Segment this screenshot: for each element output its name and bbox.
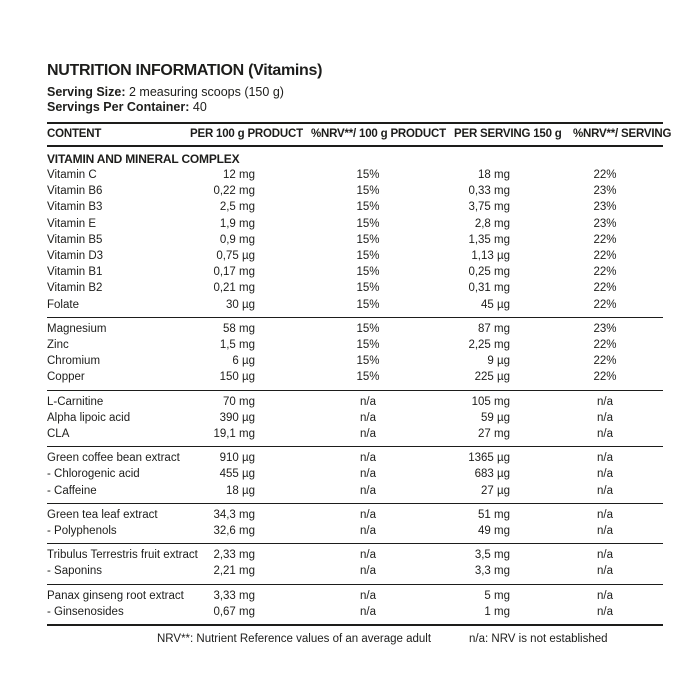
per-serving-cell: 49 mg (478, 525, 510, 538)
nrv-serving-cell: 22% (593, 339, 617, 352)
per-100g-cell: 0,17 mg (213, 266, 255, 279)
per-100g-cell: 910 µg (219, 452, 255, 465)
nrv-100g-cell: 15% (356, 339, 380, 352)
nrv-serving-cell: n/a (597, 549, 613, 562)
table-row (47, 167, 663, 183)
table-group (47, 317, 663, 390)
nrv-100g-cell: n/a (360, 411, 376, 424)
nrv-100g-cell: n/a (360, 565, 376, 578)
nrv-100g-cell: n/a (360, 395, 376, 408)
nrv-100g-cell: n/a (360, 428, 376, 441)
servings-per-container-label: Servings Per Container: (47, 100, 190, 114)
content-cell: Zinc (47, 339, 69, 352)
per-serving-cell: 225 µg (474, 371, 510, 384)
nrv-100g-cell: 15% (356, 169, 380, 181)
servings-per-container-line (47, 100, 663, 115)
table-row (47, 353, 663, 369)
content-cell: - Caffeine (47, 484, 97, 497)
table-group (47, 584, 663, 624)
per-100g-cell: 0,75 µg (216, 250, 255, 263)
table-row (47, 321, 663, 337)
content-cell: Vitamin D3 (47, 250, 104, 263)
content-cell: - Saponins (47, 565, 102, 578)
per-serving-cell: 87 mg (478, 322, 510, 335)
nutrition-label (47, 62, 672, 646)
table-header-row (47, 122, 672, 147)
column-header-content: CONTENT (47, 128, 102, 140)
content-cell: L-Carnitine (47, 395, 104, 408)
per-100g-cell: 19,1 mg (213, 428, 255, 441)
nrv-serving-cell: 22% (593, 233, 617, 246)
nrv-serving-cell: n/a (597, 428, 613, 441)
content-cell: Vitamin B6 (47, 185, 103, 198)
table-row (47, 547, 663, 563)
per-serving-cell: 3,3 mg (474, 565, 510, 578)
content-cell: Vitamin B3 (47, 201, 103, 214)
nrv-footnote: NRV**: Nutrient Reference values of an average adult (157, 633, 432, 646)
content-cell: Vitamin B5 (47, 233, 103, 246)
nrv-serving-cell: 22% (593, 371, 617, 384)
per-100g-cell: 1,9 mg (219, 217, 255, 230)
per-100g-cell: 0,21 mg (213, 282, 255, 295)
table-row (47, 216, 663, 232)
per-100g-cell: 1,5 mg (219, 339, 255, 352)
content-cell: Chromium (47, 355, 101, 368)
nrv-100g-cell: 15% (356, 185, 380, 198)
table-row (47, 466, 663, 482)
content-cell: Magnesium (47, 322, 107, 335)
nrv-100g-cell: n/a (360, 605, 376, 618)
servings-per-container-value: 40 (192, 100, 207, 114)
nrv-serving-cell: n/a (597, 525, 613, 538)
table-row (47, 280, 663, 296)
table-group (47, 543, 663, 583)
nrv-serving-cell: 23% (593, 201, 617, 214)
per-serving-cell: 2,8 mg (474, 217, 510, 230)
page-title: NUTRITION INFORMATION (Vitamins) (47, 62, 323, 79)
per-100g-cell: 30 µg (225, 298, 255, 311)
table-row (47, 337, 663, 353)
per-serving-cell: 2,25 mg (468, 339, 510, 352)
table-row (47, 394, 663, 410)
nrv-100g-cell: 15% (356, 250, 380, 263)
table-row (47, 450, 663, 466)
per-serving-cell: 105 mg (471, 395, 510, 408)
per-serving-cell: 45 µg (480, 298, 510, 311)
nrv-100g-cell: n/a (360, 468, 376, 481)
column-header-per-serving: PER SERVING 150 g (454, 128, 562, 140)
table-row (47, 523, 663, 539)
content-cell: Vitamin E (47, 217, 97, 230)
column-header-nrv-100g: %NRV**/ 100 g PRODUCT (311, 128, 446, 140)
nrv-serving-cell: 22% (593, 169, 617, 181)
per-100g-cell: 18 µg (225, 484, 255, 497)
nrv-100g-cell: 15% (356, 322, 380, 335)
table-row (47, 483, 663, 499)
serving-size-line (47, 85, 663, 100)
nrv-100g-cell: n/a (360, 589, 376, 602)
per-100g-cell: 150 µg (219, 371, 255, 384)
nrv-serving-cell: 22% (593, 298, 617, 311)
nrv-serving-cell: 22% (593, 282, 617, 295)
per-serving-cell: 1,35 mg (468, 233, 510, 246)
nrv-serving-cell: n/a (597, 605, 613, 618)
per-serving-cell: 18 mg (478, 169, 510, 181)
per-serving-cell: 0,33 mg (468, 185, 510, 198)
na-footnote: n/a: NRV is not established (469, 633, 608, 646)
table-group (47, 147, 663, 317)
content-cell: Tribulus Terrestris fruit extract (47, 549, 198, 562)
table-row (47, 410, 663, 426)
content-cell: - Chlorogenic acid (47, 468, 140, 481)
nrv-serving-cell: n/a (597, 484, 613, 497)
table-row (47, 588, 663, 604)
content-cell: Vitamin C (47, 169, 97, 181)
nrv-100g-cell: 15% (356, 355, 380, 368)
per-100g-cell: 58 mg (223, 322, 255, 335)
per-serving-cell: 27 µg (480, 484, 510, 497)
per-100g-cell: 3,33 mg (213, 589, 255, 602)
content-cell: Vitamin B1 (47, 266, 103, 279)
table-row (47, 248, 663, 264)
table-row (47, 563, 663, 579)
per-100g-cell: 390 µg (219, 411, 255, 424)
per-100g-cell: 6 µg (232, 355, 255, 368)
per-serving-cell: 3,5 mg (474, 549, 510, 562)
nrv-100g-cell: n/a (360, 452, 376, 465)
serving-size-value: 2 measuring scoops (150 g) (128, 85, 284, 99)
per-100g-cell: 32,6 mg (213, 525, 255, 538)
table-row (47, 297, 663, 313)
section-title: VITAMIN AND MINERAL COMPLEX (47, 152, 240, 166)
content-cell: CLA (47, 428, 70, 441)
content-cell: Copper (47, 371, 85, 384)
nrv-100g-cell: 15% (356, 282, 380, 295)
per-100g-cell: 455 µg (219, 468, 255, 481)
column-header-per-100g: PER 100 g PRODUCT (190, 128, 303, 140)
table-row (47, 232, 663, 248)
nrv-serving-cell: 23% (593, 217, 617, 230)
table-row (47, 369, 663, 385)
nrv-100g-cell: n/a (360, 525, 376, 538)
nrv-serving-cell: n/a (597, 508, 613, 521)
nrv-100g-cell: 15% (356, 266, 380, 279)
per-serving-cell: 51 mg (478, 508, 510, 521)
table-row (47, 199, 663, 215)
table-row (47, 507, 663, 523)
per-serving-cell: 683 µg (474, 468, 510, 481)
content-cell: - Polyphenols (47, 525, 117, 538)
content-cell: Vitamin B2 (47, 282, 103, 295)
per-serving-cell: 1365 µg (468, 452, 510, 465)
nrv-serving-cell: 22% (593, 266, 617, 279)
nrv-serving-cell: n/a (597, 468, 613, 481)
nrv-100g-cell: 15% (356, 298, 380, 311)
footnotes (47, 632, 663, 646)
nrv-100g-cell: 15% (356, 371, 380, 384)
nrv-serving-cell: 22% (593, 250, 617, 263)
table-row (47, 604, 663, 620)
nrv-serving-cell: n/a (597, 411, 613, 424)
nrv-serving-cell: 23% (593, 322, 617, 335)
per-serving-cell: 0,25 mg (468, 266, 510, 279)
per-100g-cell: 70 mg (223, 395, 255, 408)
per-100g-cell: 0,67 mg (213, 605, 255, 618)
content-cell: Green coffee bean extract (47, 452, 180, 465)
table-row (47, 264, 663, 280)
per-serving-cell: 5 mg (484, 589, 510, 602)
per-100g-cell: 0,9 mg (219, 233, 255, 246)
nrv-serving-cell: 22% (593, 355, 617, 368)
table-body (47, 147, 663, 626)
nrv-serving-cell: n/a (597, 589, 613, 602)
per-serving-cell: 59 µg (480, 411, 510, 424)
per-100g-cell: 2,5 mg (219, 201, 255, 214)
per-100g-cell: 2,21 mg (213, 565, 255, 578)
table-row (47, 426, 663, 442)
nrv-serving-cell: n/a (597, 395, 613, 408)
per-100g-cell: 2,33 mg (213, 549, 255, 562)
nrv-100g-cell: n/a (360, 549, 376, 562)
table-row (47, 183, 663, 199)
per-100g-cell: 34,3 mg (213, 508, 255, 521)
nrv-serving-cell: n/a (597, 452, 613, 465)
nrv-100g-cell: 15% (356, 233, 380, 246)
content-cell: Panax ginseng root extract (47, 589, 184, 602)
table-group (47, 503, 663, 543)
per-serving-cell: 3,75 mg (468, 201, 510, 214)
per-100g-cell: 0,22 mg (213, 185, 255, 198)
per-100g-cell: 12 mg (223, 169, 255, 181)
content-cell: Folate (47, 298, 79, 311)
serving-size-label: Serving Size: (47, 85, 126, 99)
content-cell: - Ginsenosides (47, 605, 124, 618)
per-serving-cell: 9 µg (487, 355, 510, 368)
per-serving-cell: 1 mg (484, 605, 510, 618)
nrv-serving-cell: n/a (597, 565, 613, 578)
column-header-nrv-serving: %NRV**/ SERVING (573, 128, 672, 140)
nrv-100g-cell: 15% (356, 217, 380, 230)
table-group (47, 390, 663, 447)
per-serving-cell: 0,31 mg (468, 282, 510, 295)
nrv-100g-cell: n/a (360, 484, 376, 497)
content-cell: Green tea leaf extract (47, 508, 158, 521)
nrv-100g-cell: 15% (356, 201, 380, 214)
content-cell: Alpha lipoic acid (47, 411, 131, 424)
table-group (47, 446, 663, 503)
nrv-100g-cell: n/a (360, 508, 376, 521)
nrv-serving-cell: 23% (593, 185, 617, 198)
per-serving-cell: 27 mg (478, 428, 510, 441)
per-serving-cell: 1,13 µg (471, 250, 510, 263)
